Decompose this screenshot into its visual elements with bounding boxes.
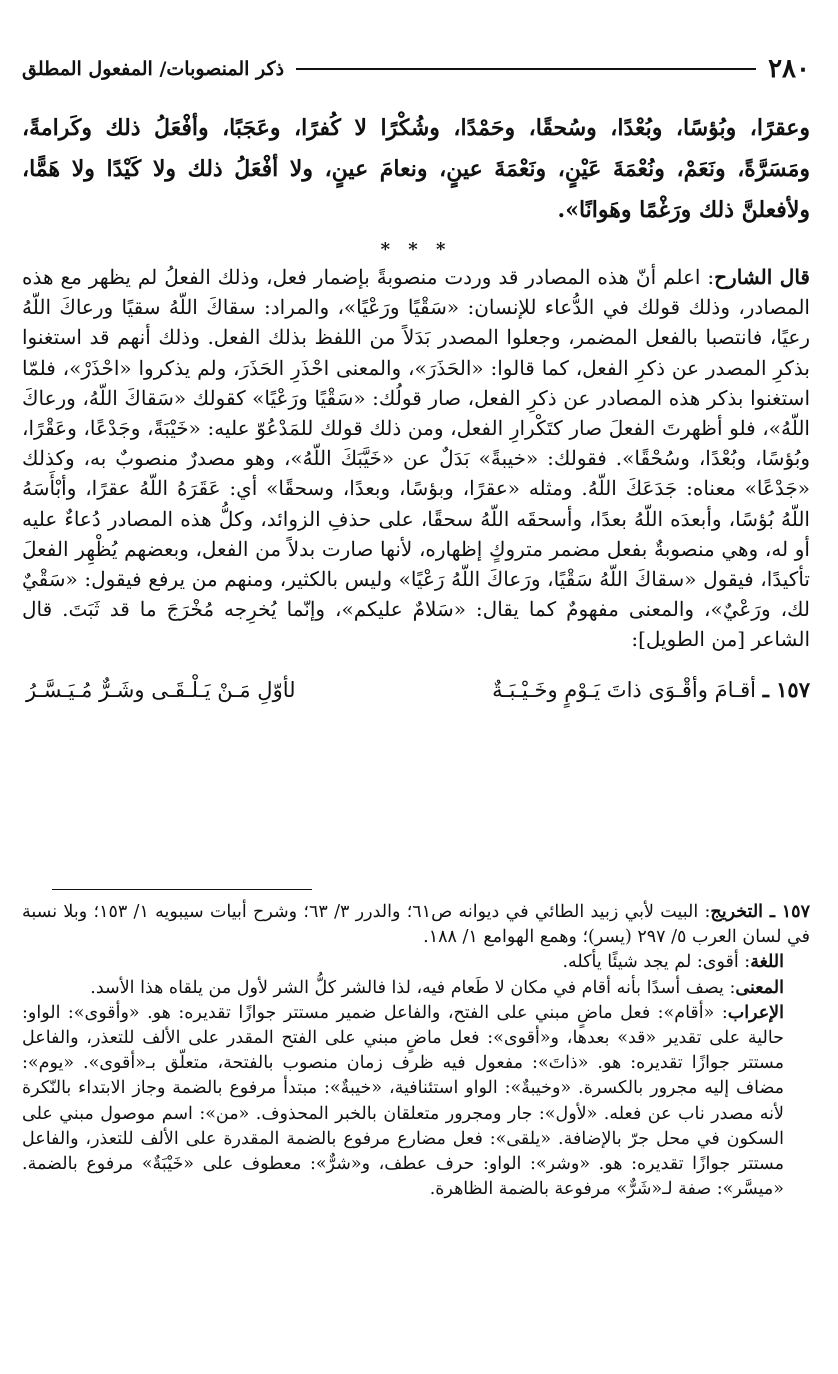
irab-text: : «أقام»: فعل ماضٍ مبني على الفتح، والفاعل ضمير مستتر جوازًا تقديره: هو. «وأقوى»: الواو: حالية على تقدير «قد» بعدها، و«أقوى»: فعل ماضٍ مبني على الفتح المقدر على الألف للتعذر، والفاعل مستتر جوازًا تقديره: هو. «ذاتَ»: مفعول فيه ظرف زمان منصوب بالفتحة، متعلّق بـ«أقوى». «يوم»: مضاف إليه مجرور بالكسرة. «وخيبةٌ»: الواو استئنافية، «خيبةٌ»: مبتدأ مرفوع بالضمة وجاز الابتداء بالنّكرة لأنه مصدر ناب عن فعله. «لأول»: جار ومجرور متعلقان بالخبر المحذوف. «من»: اسم موصول مبني على السكون في محل جرّ بالإضافة. «يلقى»: فعل مضارع مرفوع بالضمة المقدرة على الألف للتعذر، والفاعل مستتر جوازًا تقديره: هو. «وشر»: الواو: حرف عطف، و«شرٌّ»: معطوف على «خَيْبَةٌ» مرفوع بالضمة. «ميسَّر»: صفة لـ«شَرٌّ» مرفوعة بالضمة الظاهرة. [22,1002,784,1200]
footnote-takhrij [22,900,810,950]
commentary-speaker: قال الشارح [714,265,810,289]
lugha-label: اللغة [750,952,784,973]
poem-first-half [492,677,810,702]
maana-label: المعنى [735,977,784,998]
footnote-rule [52,889,312,890]
quoted-text-block: وعقرًا، وبُؤسًا، وبُعْدًا، وسُحقًا، وحَمْدًا، وشُكْرًا لا كُفرًا، وعَجَبًا، وأفْعَلُ ذلك وكَرامةً، ومَسَرَّةً، ونَعَمْ، ونُعْمَةَ عَيْنٍ، ونَعْمَةَ عينٍ، ونعامَ عينٍ، ولا أفْعَلُ ذلك ولا كَيْدًا ولا هَمًّا، ولأفعلنَّ ذلك ورَغْمًا وهَوانًا». [22,115,810,223]
poem-verse [22,677,810,702]
maana-text: : يصف أسدًا بأنه أقام في مكان لا طَعام فيه، لذا فالشر كلُّ الشر لأول من يلقاه هذا الأسد. [90,977,736,998]
section-separator: * * * [380,239,452,260]
poem-first-hemistich: أقـامَ وأقْـوَى ذاتَ يَـوْمٍ وخَـيْـبَـةٌ [492,677,756,702]
main-text [22,108,810,702]
running-title: ذكر المنصوبات/ المفعول المطلق [22,58,285,80]
takhrij-text: : البيت لأبي زبيد الطائي في ديوانه ص٦١؛ والدرر ٣/ ٦٣؛ وشرح أبيات سيبويه ١/ ١٥٣؛ وبلا نسبة في لسان العرب ٥/ ٢٩٧ (يسر)؛ وهمع الهوامع ١/ ١٨٨. [22,902,810,948]
commentary-text: : اعلم أنّ هذه المصادر قد وردت منصوبةً بإضمار فعل، وذلك الفعلُ لم يظهر مع هذه المصادر، وذلك قولك في الدُّعاء للإنسان: «سَقْيًا ورَعْيًا»، والمراد: سقاكَ اللّهُ سقيًا ورعاكَ اللّهُ رعيًا، فانتصبا بالفعل المضمر، وجعلوا المصدر بَدَلاً من اللفظ بذلك الفعل. وذلك أنهم قد استغنوا بذكرِ المصدر عن ذكرِ الفعل، كما قالوا: «الحَذَرَ»، والمعنى احْذَرِ الحَذَرَ، ولم يذكروا «احْذَرْ»، فلمّا استغنوا بذكر هذه المصادر عن ذكرِ الفعل، صار قولُك: «سَقْيًا ورَعْيًا» كقولك «سَقاكَ اللّهُ، ورعاكَ اللّهُ»، فلو أظهرتَ الفعلَ صار كتَكْرارِ الفعل، ومن ذلك قولك للمَدْعُوّ عليه: «خَيْبَةً، وجَدْعًا، وعَقْرًا، وبُؤسًا، وبُعْدًا، وسُحْقًا». فقولك: «خيبةً» بَدَلٌ عن «خَيَّبَكَ اللّهُ»، وهو مصدرٌ منصوبٌ به، وكذلك «جَدْعًا» معناه: جَدَعَكَ اللّهُ. ومثله «عقرًا، وبؤسًا، وبعدًا، وسحقًا» أي: عَقَرَهُ اللّهُ عقرًا، وأبْأَسَهُ اللّهُ بُؤسًا، وأبعدَه اللّهُ بعدًا، وأسحقَه اللّهُ سحقًا، على حذفِ الزوائد، وكلُّ هذه المصادر دُعاءٌ عليه أو له، وهي منصوبةٌ بفعل مضمر متروكٍ إظهاره، لأنها صارت بدلاً من الفعل، وبعضهم يُظْهِر الفعلَ تأكيدًا، فيقول «سقاكَ اللّهُ سَقْيًا، ورَعاكَ اللّهُ رَعْيًا» وليس بالكثير، ومنهم من يرفع فيقول: «سَقْيٌ لك، ورَعْيٌ»، والمعنى مفهومٌ كما يقال: «سَلامٌ عليكم»، وإنّما يُخرِجه مُخْرَجَ ما قد ثَبَتَ. قال الشاعر [من الطويل]: [22,265,811,652]
poem-number: ١٥٧ ـ [762,676,810,702]
header-rule [296,68,756,70]
lugha-text: : أقوى: لم يجد شيئًا يأكله. [562,952,751,973]
footnote-irab [22,1001,810,1203]
footnote-lugha [22,950,810,975]
page-header [22,54,810,84]
irab-label: الإعراب [727,1002,784,1023]
poem-second-hemistich: لأوّلِ مَـنْ يَـلْـقَـى وشَـرٌّ مُـيَـسَّـرُ [26,677,296,702]
commentary-paragraph [22,262,810,655]
footnote-maana [22,976,810,1001]
footnotes [22,900,810,1202]
page-number: ٢٨٠ [768,54,810,84]
takhrij-label: ١٥٧ ـ التخريج [710,902,810,922]
